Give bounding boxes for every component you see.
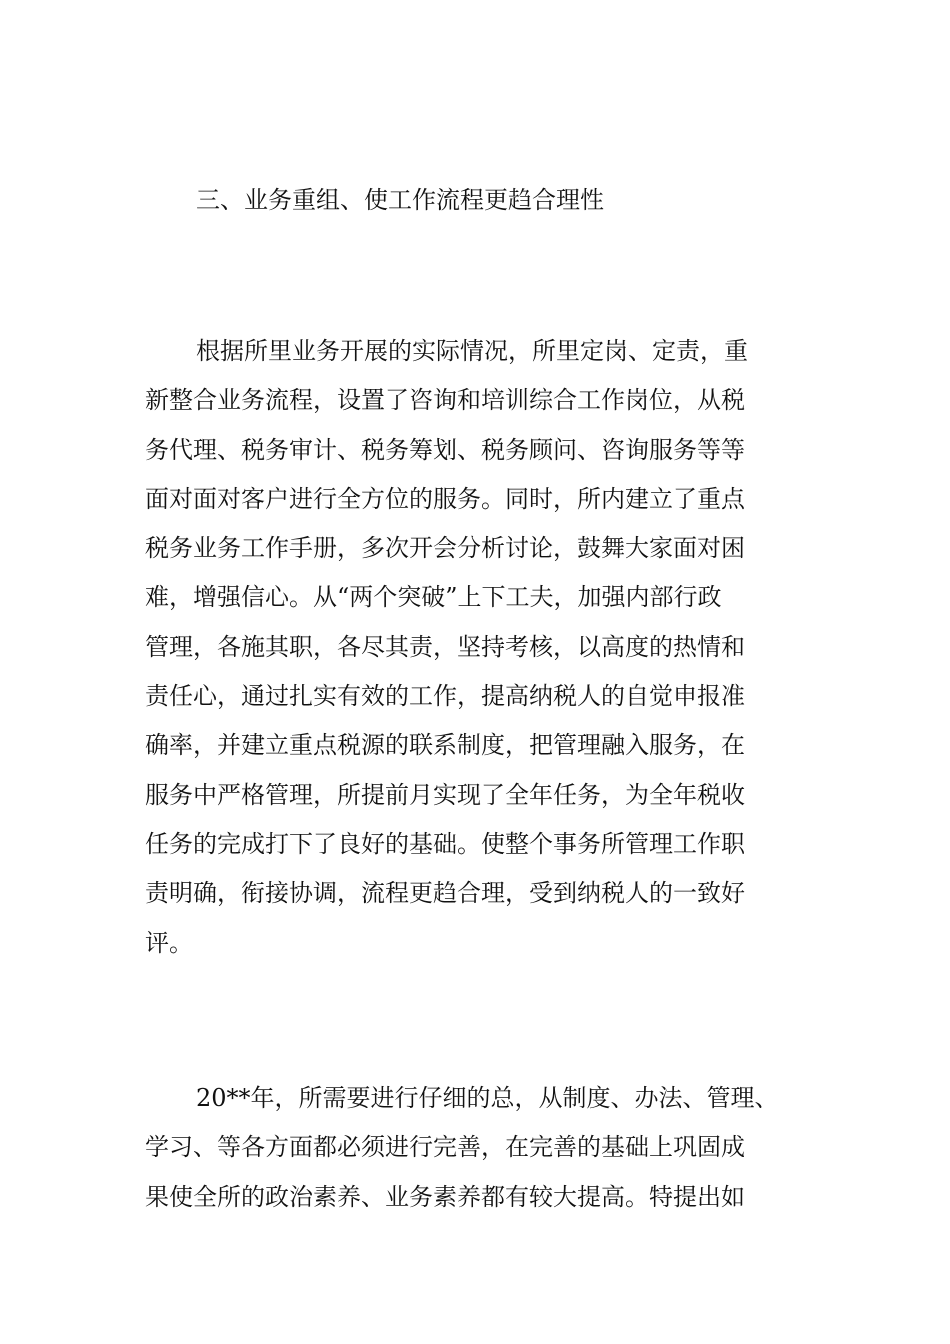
text-line: 20**年，所需要进行仔细的总，从制度、办法、管理、: [196, 1084, 779, 1112]
text-line: 任务的完成打下了良好的基础。使整个事务所管理工作职: [145, 829, 745, 858]
text-line: 责明确，衔接协调，流程更趋合理，受到纳税人的一致好: [145, 879, 745, 908]
text-line: 评。: [145, 928, 193, 957]
paragraph-1: [145, 333, 810, 974]
text-line: 管理，各施其职，各尽其责，坚持考核，以高度的热情和: [145, 632, 745, 661]
text-line: 果使全所的政治素养、业务素养都有较大提高。特提出如: [145, 1182, 745, 1211]
text-line: 责任心，通过扎实有效的工作，提高纳税人的自觉申报准: [145, 682, 745, 711]
text-line: 服务中严格管理，所提前月实现了全年任务，为全年税收: [145, 780, 745, 809]
text-line: 根据所里业务开展的实际情况，所里定岗、定责，重: [196, 337, 748, 365]
text-line: 难，增强信心。从“两个突破”上下工夫，加强内部行政: [145, 583, 722, 612]
text-line: 学习、等各方面都必须进行完善，在完善的基础上巩固成: [145, 1133, 745, 1162]
text-line: 确率，并建立重点税源的联系制度，把管理融入服务，在: [145, 731, 745, 760]
section-heading: 三、业务重组、使工作流程更趋合理性: [196, 186, 604, 214]
text-line: 务代理、税务审计、税务筹划、税务顾问、咨询服务等等: [145, 435, 745, 464]
text-line: 新整合业务流程，设置了咨询和培训综合工作岗位，从税: [145, 386, 745, 415]
paragraph-2: [145, 1080, 810, 1228]
text-line: 税务业务工作手册，多次开会分析讨论，鼓舞大家面对困: [145, 534, 745, 563]
text-line: 面对面对客户进行全方位的服务。同时，所内建立了重点: [145, 484, 745, 513]
